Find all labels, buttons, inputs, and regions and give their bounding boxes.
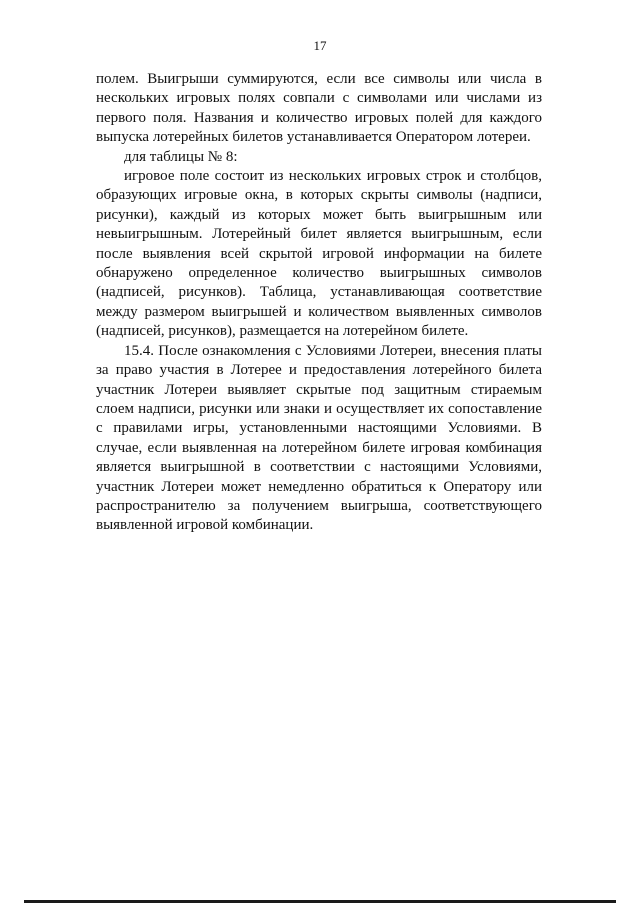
paragraph-4: 15.4. После ознакомления с Условиями Лотереи, внесения платы за право участия в Лотерее и предоставления лотерейного билета участник Лотереи выявляет скрытые под защитным стираемым слоем надписи, рисунки или знаки и осуществляет их сопоставление с правилами игры, установленными настоящими Условиями. В случае, если выявленная на лотерейном билете игровая комбинация является выигрышной в соответствии с настоящими Условиями, участник Лотереи может немедленно обратиться к Оператору или распространителю за получением выигрыша, соответствующего выявленной игровой комбинации. (96, 342, 542, 534)
body-text (96, 70, 542, 536)
scan-edge-rule (24, 900, 616, 903)
paragraph-1: полем. Выигрыши суммируются, если все символы или числа в нескольких игровых полях совпали с символами или числами из первого поля. Названия и количество игровых полей для каждого выпуска лотерейных билетов устанавливается Оператором лотереи. (96, 71, 542, 146)
paragraph-3: игровое поле состоит из нескольких игровых строк и столбцов, образующих игровые окна, в которых скрыты символы (надписи, рисунки), каждый из которых может быть выигрышным или невыигрышным. Лотерейный билет является выигрышным, если после выявления всей скрытой игровой информации на билете обнаружено определенное количество выигрышных символов (надписей, рисунков). Таблица, устанавливающая соответствие между размером выигрышей и количеством выявленных символов (надписей, рисунков), размещается на лотерейном билете. (96, 168, 542, 340)
paragraph-2: для таблицы № 8: (124, 148, 238, 165)
page-number: 17 (313, 38, 327, 53)
